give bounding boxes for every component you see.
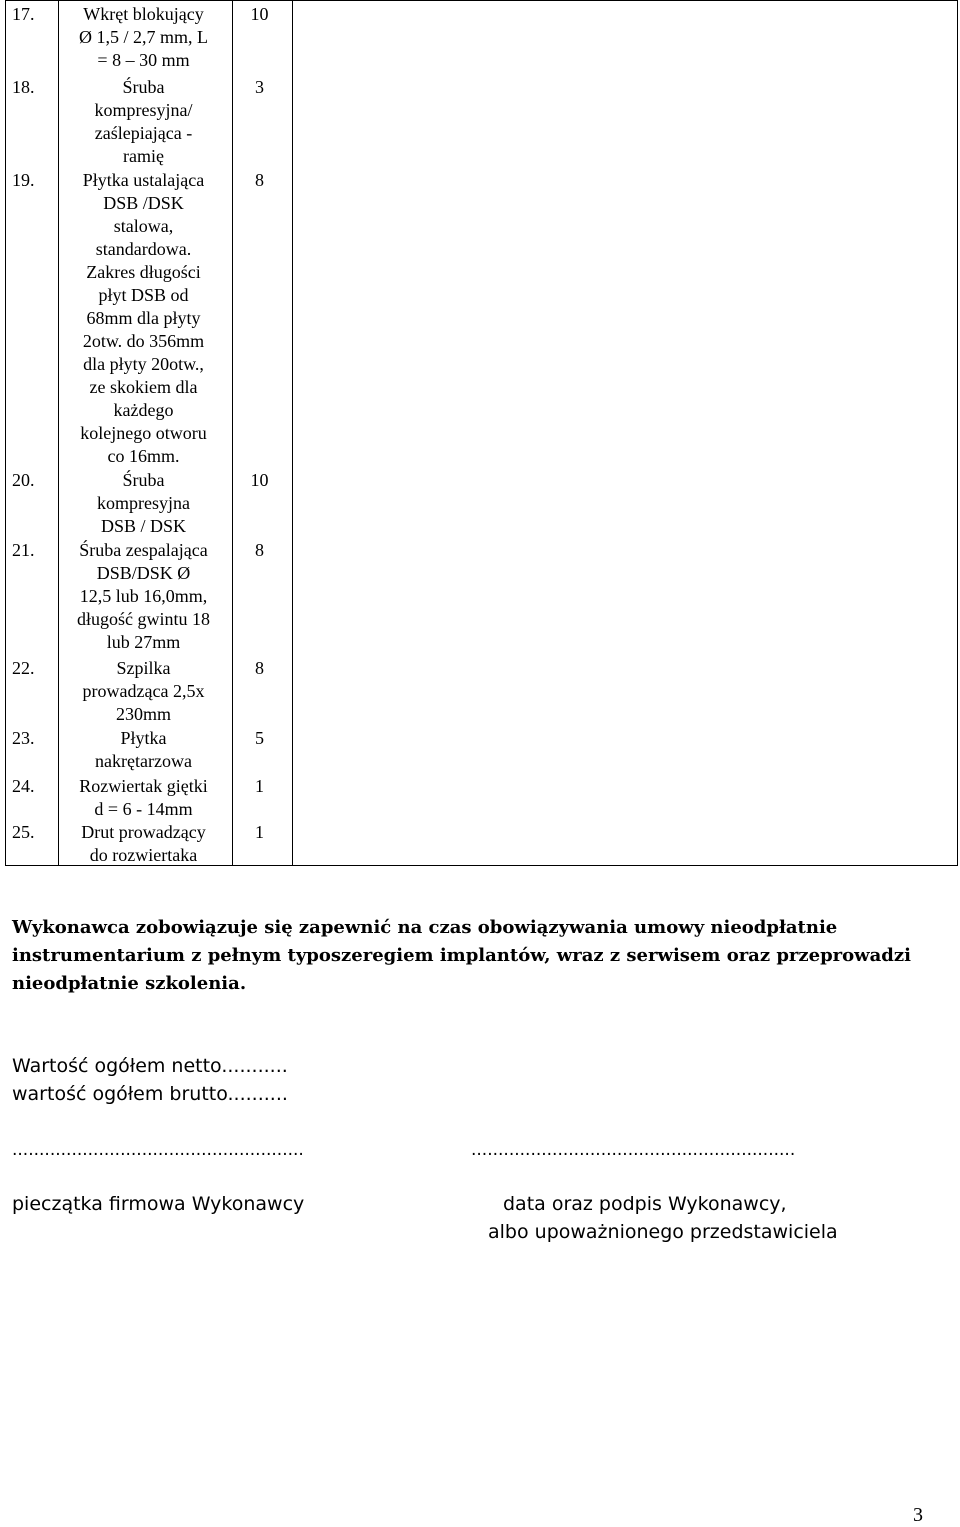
row-quantity: 10	[250, 4, 269, 24]
row-name: Wkręt blokujący Ø 1,5 / 2,7 mm, L = 8 – 30 mm	[79, 4, 208, 70]
row-name: Rozwiertak giętki d = 6 - 14mm	[79, 776, 208, 819]
row-name: Szpilka prowadząca 2,5x 230mm	[82, 658, 205, 724]
row-quantity: 10	[250, 470, 269, 490]
date-signature-label: data oraz podpis Wykonawcy,	[503, 1193, 787, 1215]
row-name: Drut prowadzący do rozwiertaka	[81, 822, 206, 865]
total-net-value: Wartość ogółem netto...........	[12, 1055, 288, 1077]
row-name: Płytka nakrętarzowa	[95, 728, 192, 771]
row-quantity: 5	[255, 728, 264, 748]
row-name: Śruba kompresyjna DSB / DSK	[97, 470, 190, 536]
row-quantity: 1	[255, 822, 264, 842]
row-name: Śruba kompresyjna/ zaślepiająca - ramię	[94, 77, 193, 166]
row-number: 18.	[12, 77, 35, 97]
signature-line-right: ............................................................	[471, 1140, 796, 1160]
row-number: 24.	[12, 776, 35, 796]
row-number: 23.	[12, 728, 35, 748]
contractor-obligation-note: Wykonawca zobowiązuje się zapewnić na czas obowiązywania umowy nieodpłatnie instrumentarium z pełnym typoszeregiem implantów, wraz z serwisem oraz przeprowadzi nieodpłatnie szkolenia.	[12, 917, 911, 994]
row-number: 25.	[12, 822, 35, 842]
row-number: 21.	[12, 540, 35, 560]
authorized-representative-label: albo upoważnionego przedstawiciela	[488, 1221, 838, 1243]
row-quantity: 3	[255, 77, 264, 97]
table-rows	[5, 3, 958, 863]
row-quantity: 8	[255, 658, 264, 678]
signature-line-left: ......................................................	[12, 1140, 304, 1160]
total-gross-value: wartość ogółem brutto..........	[12, 1083, 288, 1105]
row-number: 19.	[12, 170, 35, 190]
row-quantity: 8	[255, 170, 264, 190]
row-quantity: 1	[255, 776, 264, 796]
row-name: Śruba zespalająca DSB/DSK Ø 12,5 lub 16,0mm, długość gwintu 18 lub 27mm	[77, 540, 210, 652]
row-number: 20.	[12, 470, 35, 490]
page-number: 3	[913, 1504, 923, 1526]
company-stamp-label: pieczątka firmowa Wykonawcy	[12, 1193, 305, 1215]
row-number: 22.	[12, 658, 35, 678]
row-name: Płytka ustalająca DSB /DSK stalowa, standardowa. Zakres długości płyt DSB od 68mm dla płyty 2otw. do 356mm dla płyty 20otw., ze skokiem dla każdego kolejnego otworu co 16mm.	[80, 170, 207, 466]
row-quantity: 8	[255, 540, 264, 560]
row-number: 17.	[12, 4, 35, 24]
